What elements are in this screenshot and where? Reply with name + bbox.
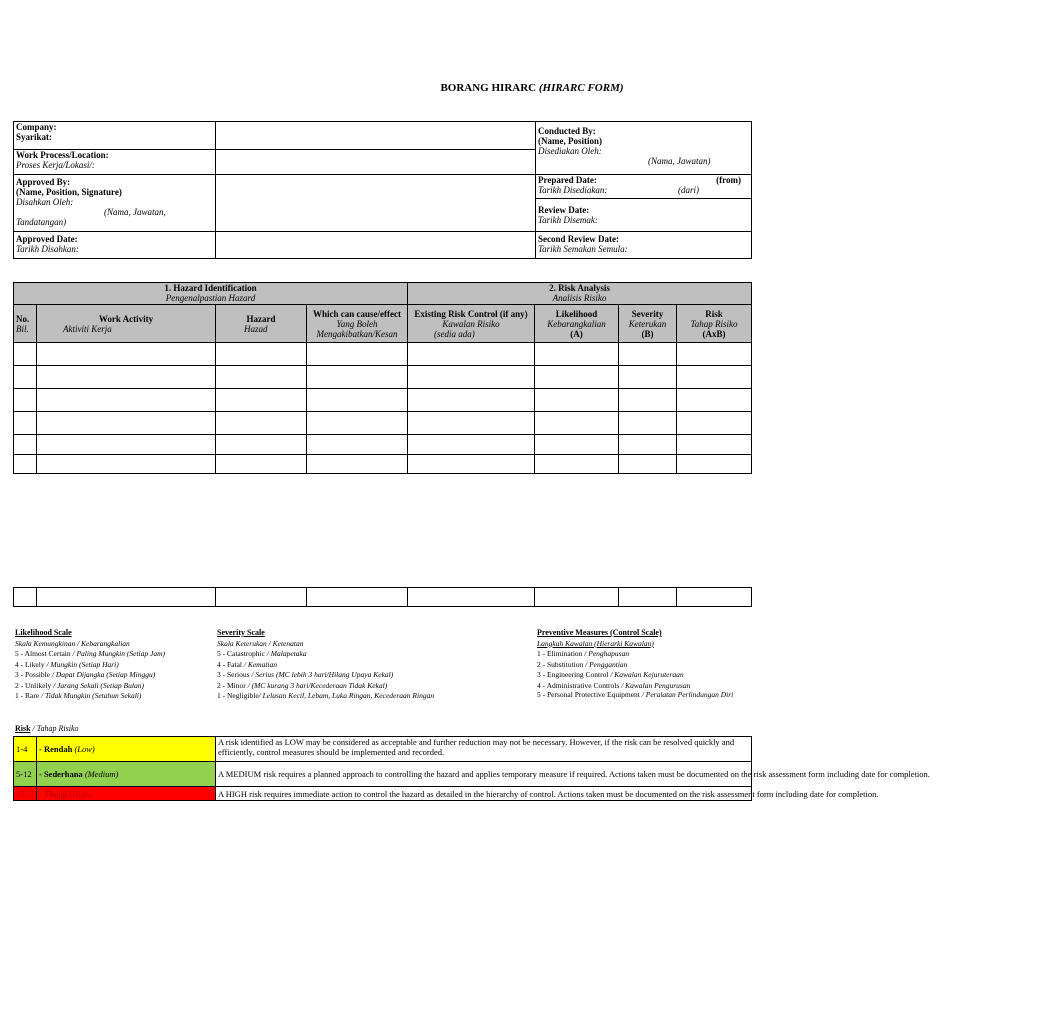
company-my: Syarikat: xyxy=(16,132,52,142)
severity-item: 2 - Minor / (MC kurang 3 hari/Kecederaan Tidak Kekal) xyxy=(217,680,388,690)
cell[interactable] xyxy=(216,412,307,435)
section-hazard-identification xyxy=(14,283,408,305)
col-existing-control-my2: (sedia ada) xyxy=(434,328,475,339)
col-likelihood-code: (A) xyxy=(570,328,583,339)
cell[interactable] xyxy=(307,435,408,455)
cell[interactable] xyxy=(408,435,535,455)
approved-by-my2: (Nama, Jawatan, xyxy=(104,207,166,217)
col-work-activity-en: Work Activity xyxy=(98,313,154,324)
company-label xyxy=(14,122,216,150)
severity-item: 3 - Serious / Serius (MC lebih 3 hari/Hilang Upaya Kekal) xyxy=(217,670,394,679)
table-row xyxy=(14,366,752,389)
work-process-label xyxy=(14,150,216,175)
preventive-item: 2 - Substitution / Penggantian xyxy=(537,659,628,669)
col-severity-en: Severity xyxy=(631,308,664,319)
risk-description: A MEDIUM risk requires a planned approach to controlling the hazard and applies temporary measure if required. Actions taken must be documented on the risk assessment form including date for completion. xyxy=(216,762,752,787)
risk-row-low xyxy=(14,737,752,762)
col-work-activity xyxy=(37,305,216,343)
preventive-item: 1 - Elimination / Penghapusan xyxy=(537,649,630,658)
approved-by-sub: (Name, Position, Signature) xyxy=(16,187,122,197)
prepared-date-en: Prepared Date: xyxy=(538,175,597,185)
company-field[interactable] xyxy=(216,122,536,150)
risk-title xyxy=(15,724,79,735)
risk-range: 15-25 xyxy=(14,787,37,801)
cell[interactable] xyxy=(408,455,535,474)
conducted-by-sub: (Name, Position) xyxy=(538,136,602,146)
prepared-date-my: Tarikh Disediakan: xyxy=(538,185,608,195)
col-severity xyxy=(619,305,677,343)
second-review-cell[interactable] xyxy=(536,232,752,259)
cell[interactable] xyxy=(307,455,408,474)
cell[interactable] xyxy=(619,343,677,366)
severity-item: 5 - Catastrophic / Malapetaka xyxy=(217,649,307,658)
prepared-from: (from) xyxy=(716,175,741,185)
table-row xyxy=(14,435,752,455)
title-main: BORANG HIRARC xyxy=(440,82,537,94)
cell[interactable] xyxy=(307,412,408,435)
likelihood-item: 4 - Likely / Mungkin (Setiap Hari) xyxy=(15,659,119,669)
table-row xyxy=(14,412,752,435)
col-effect xyxy=(307,305,408,343)
prepared-date-cell[interactable] xyxy=(536,175,752,199)
preventive-item: 4 - Administrative Controls / Kawalan Pengurusan xyxy=(537,680,691,690)
cell[interactable] xyxy=(535,435,619,455)
cell[interactable] xyxy=(677,435,752,455)
col-hazard-en: Hazard xyxy=(246,313,276,324)
cell[interactable] xyxy=(408,588,535,607)
cell[interactable] xyxy=(619,588,677,607)
approved-date-en: Approved Date: xyxy=(16,234,78,244)
section1-my: Pengenalpastian Hazard xyxy=(165,293,256,303)
work-process-en: Work Process/Location: xyxy=(16,150,109,160)
review-date-en: Review Date: xyxy=(538,205,590,215)
cell[interactable] xyxy=(535,389,619,412)
cell[interactable] xyxy=(408,412,535,435)
cell[interactable] xyxy=(408,366,535,389)
cell[interactable] xyxy=(408,389,535,412)
cell[interactable] xyxy=(677,412,752,435)
col-no-en: No. xyxy=(16,313,30,324)
form-title xyxy=(0,82,1064,94)
cell[interactable] xyxy=(619,412,677,435)
approved-by-field[interactable] xyxy=(216,175,536,232)
cell[interactable] xyxy=(37,435,216,455)
col-likelihood xyxy=(535,305,619,343)
work-process-field[interactable] xyxy=(216,150,536,175)
section2-my: Analisis Risiko xyxy=(552,293,607,303)
cell[interactable] xyxy=(677,455,752,474)
cell[interactable] xyxy=(14,455,37,474)
cell[interactable] xyxy=(37,588,216,607)
table-row xyxy=(14,588,752,607)
section2-en: 2. Risk Analysis xyxy=(549,283,610,293)
preventive-item: 3 - Engineering Control / Kawalan Kejuruteraan xyxy=(537,670,684,679)
risk-description: A risk identified as LOW may be considered as acceptable and further reduction may not be necessary. However, if the risk can be resolved quickly and efficiently, control measures should be implemented and recorded. xyxy=(216,737,752,762)
risk-level: - Sederhana (Medium) xyxy=(37,762,216,787)
cell[interactable] xyxy=(14,435,37,455)
cell[interactable] xyxy=(307,389,408,412)
hazard-table-last-row xyxy=(13,587,752,607)
conducted-by-cell[interactable] xyxy=(536,122,752,175)
section-risk-analysis xyxy=(408,283,752,305)
cell[interactable] xyxy=(677,343,752,366)
preventive-item: 5 - Personal Protective Equipment / Peralatan Perlindungan Diri xyxy=(537,690,734,699)
cell[interactable] xyxy=(37,412,216,435)
review-date-my: Tarikh Disemak: xyxy=(538,215,598,225)
table-row xyxy=(14,455,752,474)
risk-level: - Tinggi (High) xyxy=(37,787,216,801)
approved-by-my3: Tandatangan) xyxy=(16,217,67,227)
work-process-my: Proses Kerja/Lokasi/: xyxy=(16,160,95,170)
cell[interactable] xyxy=(216,366,307,389)
prepared-dari: (dari) xyxy=(678,185,699,195)
cell[interactable] xyxy=(677,389,752,412)
second-review-en: Second Review Date: xyxy=(538,234,619,244)
cell[interactable] xyxy=(535,455,619,474)
title-sub: (HIRARC FORM) xyxy=(538,82,624,94)
severity-subtitle: Skala Keterukan / Ketenatan xyxy=(217,638,304,648)
risk-legend-table xyxy=(13,736,930,801)
risk-range: 1-4 xyxy=(14,737,37,762)
approved-by-label xyxy=(14,175,216,232)
col-likelihood-my: Kebarangkalian xyxy=(547,318,606,329)
severity-item: 4 - Fatal / Kematian xyxy=(217,659,277,669)
conducted-by-my: Disediakan Oleh: xyxy=(538,146,602,156)
cell[interactable] xyxy=(619,389,677,412)
cell[interactable] xyxy=(37,366,216,389)
cell[interactable] xyxy=(14,343,37,366)
likelihood-title: Likelihood Scale xyxy=(15,628,72,637)
cell[interactable] xyxy=(37,389,216,412)
cell[interactable] xyxy=(677,588,752,607)
preventive-scale xyxy=(537,628,749,708)
cell[interactable] xyxy=(619,455,677,474)
cell[interactable] xyxy=(535,588,619,607)
conducted-by-my2: (Nama, Jawatan) xyxy=(648,156,711,166)
cell[interactable] xyxy=(14,412,37,435)
second-review-my: Tarikh Semakan Semula: xyxy=(538,244,628,254)
col-risk xyxy=(677,305,752,343)
cell[interactable] xyxy=(14,366,37,389)
approved-date-label xyxy=(14,232,216,259)
likelihood-item: 1 - Rare / Tidak Mungkin (Setahun Sekali) xyxy=(15,691,142,700)
cell[interactable] xyxy=(535,366,619,389)
approved-date-my: Tarikh Disahkan: xyxy=(16,244,79,254)
conducted-by-en: Conducted By: xyxy=(538,126,596,136)
cell[interactable] xyxy=(216,455,307,474)
col-existing-control-my: Kawalan Risiko xyxy=(442,318,500,329)
likelihood-scale xyxy=(15,628,215,702)
risk-row-high xyxy=(14,787,752,801)
likelihood-item: 5 - Almost Certain / Paling Mungkin (Setiap Jam) xyxy=(15,649,165,658)
cell[interactable] xyxy=(619,435,677,455)
preventive-title: Preventive Measures (Control Scale) xyxy=(537,628,662,637)
cell[interactable] xyxy=(14,389,37,412)
cell[interactable] xyxy=(216,389,307,412)
col-effect-en: Which can cause/effect xyxy=(313,308,401,319)
cell[interactable] xyxy=(216,588,307,607)
col-risk-en: Risk xyxy=(705,308,723,319)
likelihood-subtitle: Skala Kemungkinan / Kebarangkalian xyxy=(15,638,130,648)
review-date-cell[interactable] xyxy=(536,199,752,232)
severity-scale xyxy=(217,628,532,702)
approved-by-en: Approved By: xyxy=(16,177,71,187)
risk-title-my: / Tahap Risiko xyxy=(30,724,79,733)
col-work-activity-my: Aktiviti Kerja xyxy=(63,323,112,334)
col-effect-my: Yang Boleh Mengakibatkan/Kesan xyxy=(316,318,398,339)
section1-en: 1. Hazard Identification xyxy=(164,283,257,293)
cell[interactable] xyxy=(37,343,216,366)
cell[interactable] xyxy=(14,588,37,607)
info-table xyxy=(13,121,752,259)
cell[interactable] xyxy=(307,366,408,389)
table-row xyxy=(14,389,752,412)
cell[interactable] xyxy=(307,588,408,607)
col-risk-my: Tahap Risiko xyxy=(690,318,738,329)
company-en: Company: xyxy=(16,122,57,132)
col-existing-control xyxy=(408,305,535,343)
cell[interactable] xyxy=(535,343,619,366)
risk-level: - Rendah (Low) xyxy=(37,737,216,762)
col-severity-my: Keterukan xyxy=(628,318,667,329)
col-hazard xyxy=(216,305,307,343)
table-row xyxy=(14,343,752,366)
cell[interactable] xyxy=(619,366,677,389)
col-severity-code: (B) xyxy=(641,328,654,339)
cell[interactable] xyxy=(216,343,307,366)
preventive-subtitle: Langkah Kawalan (Hierarki Kawalan) xyxy=(537,638,654,648)
cell[interactable] xyxy=(408,343,535,366)
risk-title-en: Risk xyxy=(15,724,31,733)
col-hazard-my: Hazad xyxy=(244,323,268,334)
cell[interactable] xyxy=(307,343,408,366)
likelihood-item: 2 - Unlikely / Jarang Sekali (Setiap Bulan) xyxy=(15,680,144,690)
col-risk-code: (AxB) xyxy=(702,328,726,339)
cell[interactable] xyxy=(37,455,216,474)
approved-by-my: Disahkan Oleh: xyxy=(16,197,74,207)
hazard-table xyxy=(13,282,752,474)
col-no xyxy=(14,305,37,343)
col-likelihood-en: Likelihood xyxy=(555,308,598,319)
risk-description: A HIGH risk requires immediate action to control the hazard as detailed in the hierarchy of control. Actions taken must be documented on the risk assessment form including date for completion. xyxy=(216,787,752,801)
approved-date-field[interactable] xyxy=(216,232,536,259)
cell[interactable] xyxy=(677,366,752,389)
col-no-my: Bil. xyxy=(16,323,29,334)
severity-title: Severity Scale xyxy=(217,628,265,637)
severity-item: 1 - Negligible/ Lelasan Kecil, Lebam, Luka Ringan, Kecederaan Ringan xyxy=(217,691,435,700)
risk-range: 5-12 xyxy=(14,762,37,787)
cell[interactable] xyxy=(535,412,619,435)
likelihood-item: 3 - Possible / Dapat Dijangka (Setiap Minggu) xyxy=(15,670,156,679)
cell[interactable] xyxy=(216,435,307,455)
risk-row-medium xyxy=(14,762,752,787)
col-existing-control-en: Existing Risk Control (if any) xyxy=(414,308,528,319)
